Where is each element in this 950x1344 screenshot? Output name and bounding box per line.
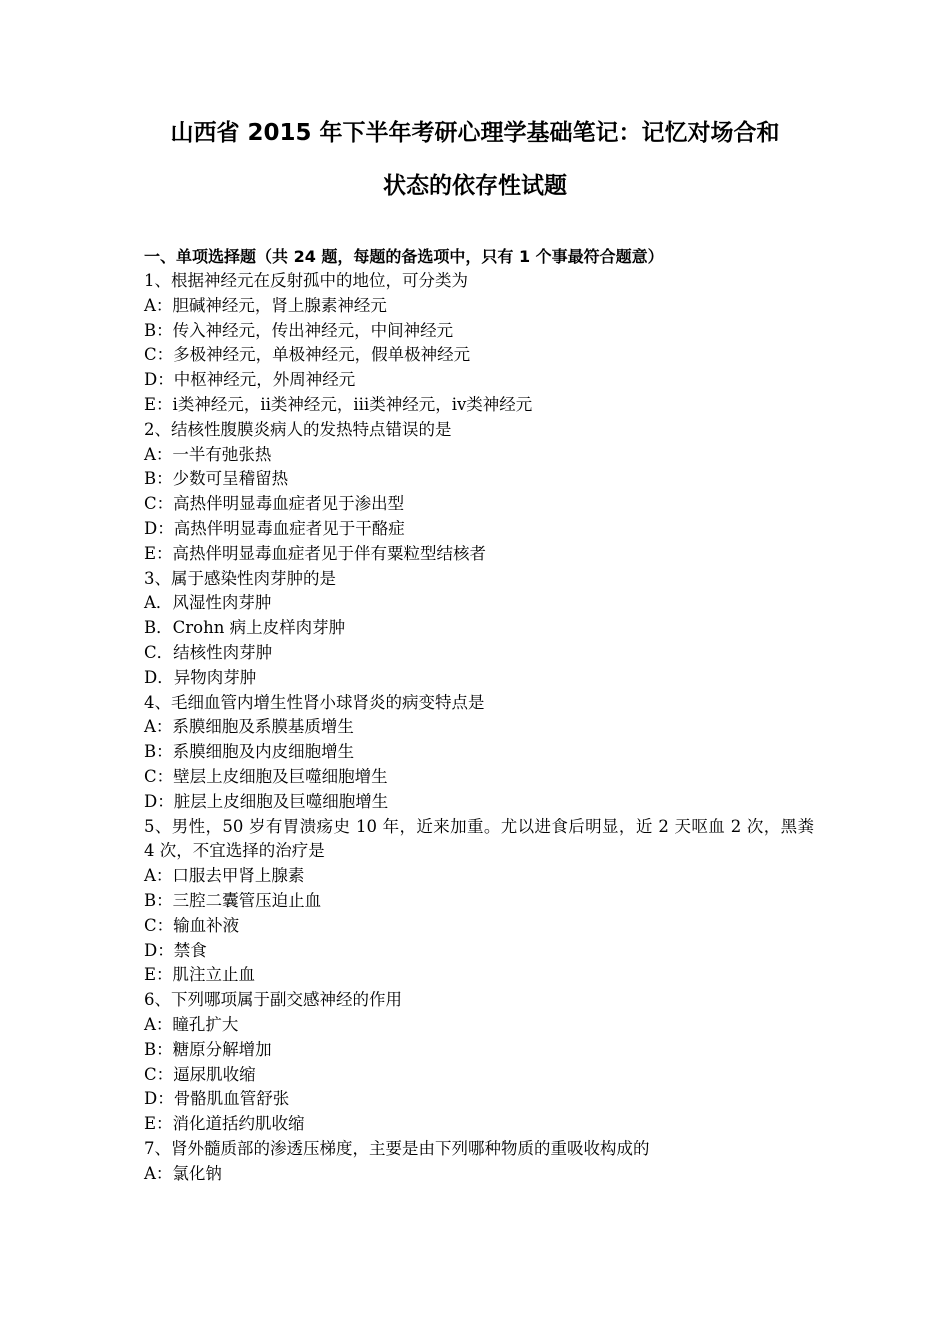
answer-option: D：骨骼肌血管舒张 bbox=[144, 1089, 290, 1109]
answer-option: C：多极神经元，单极神经元，假单极神经元 bbox=[144, 345, 471, 365]
answer-option: E：高热伴明显毒血症者见于伴有粟粒型结核者 bbox=[144, 543, 487, 563]
answer-option: E：ⅰ类神经元，ⅱ类神经元，ⅲ类神经元，ⅳ类神经元 bbox=[144, 394, 533, 414]
answer-option: A：氯化钠 bbox=[144, 1163, 222, 1183]
question-stem: 2、结核性腹膜炎病人的发热特点错误的是 bbox=[144, 419, 452, 439]
answer-option: D：中枢神经元，外周神经元 bbox=[144, 370, 356, 390]
question-stem: 7、肾外髓质部的渗透压梯度，主要是由下列哪种物质的重吸收构成的 bbox=[144, 1138, 650, 1158]
answer-option: D．异物肉芽肿 bbox=[144, 667, 257, 687]
answer-option: C：逼尿肌收缩 bbox=[144, 1064, 256, 1084]
answer-option: E：消化道括约肌收缩 bbox=[144, 1114, 305, 1134]
answer-option: A：胆碱神经元，肾上腺素神经元 bbox=[144, 295, 387, 315]
answer-option: A．风湿性肉芽肿 bbox=[144, 593, 272, 613]
answer-option: D：脏层上皮细胞及巨噬细胞增生 bbox=[144, 791, 389, 811]
answer-option: A：一半有弛张热 bbox=[144, 444, 272, 464]
question-stem: 6、下列哪项属于副交感神经的作用 bbox=[144, 990, 402, 1010]
document-title-line-2: 状态的依存性试题 bbox=[383, 173, 567, 199]
answer-option: D：高热伴明显毒血症者见于干酪症 bbox=[144, 518, 405, 538]
answer-option: C．结核性肉芽肿 bbox=[144, 642, 273, 662]
answer-option: C：壁层上皮细胞及巨噬细胞增生 bbox=[144, 766, 388, 786]
question-stem: 3、属于感染性肉芽肿的是 bbox=[144, 568, 336, 588]
answer-option: D：禁食 bbox=[144, 940, 207, 960]
answer-option: B：三腔二囊管压迫止血 bbox=[144, 890, 322, 910]
document-title-line-1: 山西省 2015 年下半年考研心理学基础笔记：记忆对场合和 bbox=[170, 120, 780, 146]
answer-option: A：瞳孔扩大 bbox=[144, 1014, 239, 1034]
answer-option: C：输血补液 bbox=[144, 915, 240, 935]
answer-option: B．Crohn 病上皮样肉芽肿 bbox=[144, 618, 346, 638]
question-stem: 1、根据神经元在反射孤中的地位，可分类为 bbox=[144, 271, 468, 290]
answer-option: B：传入神经元，传出神经元，中间神经元 bbox=[144, 320, 454, 340]
question-stem: 4、毛细血管内增生性肾小球肾炎的病变特点是 bbox=[144, 692, 485, 712]
answer-option: B：糖原分解增加 bbox=[144, 1039, 272, 1059]
question-stem: 5、男性，50 岁有胃溃疡史 10 年，近来加重。尤以进食后明显，近 2 天呕血 2 次，黑粪 4 次，不宜选择的治疗是 bbox=[144, 816, 814, 861]
answer-option: B：系膜细胞及内皮细胞增生 bbox=[144, 742, 355, 762]
answer-option: B：少数可呈稽留热 bbox=[144, 469, 289, 489]
answer-option: E：肌注立止血 bbox=[144, 965, 256, 985]
answer-option: A：系膜细胞及系膜基质增生 bbox=[144, 717, 354, 737]
answer-option: C：高热伴明显毒血症者见于渗出型 bbox=[144, 494, 405, 514]
answer-option: A：口服去甲肾上腺素 bbox=[144, 866, 305, 886]
section-heading: 一、单项选择题（共 24 题，每题的备选项中，只有 1 个事最符合题意） bbox=[144, 247, 664, 266]
question-list bbox=[144, 269, 814, 1186]
